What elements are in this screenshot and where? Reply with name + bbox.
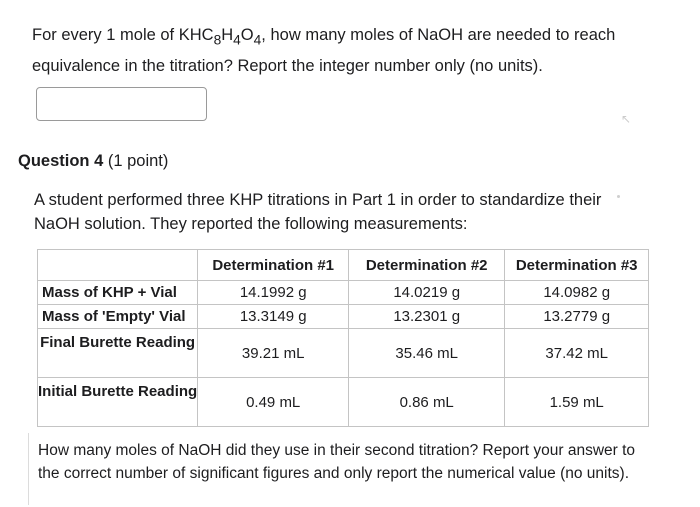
cell-mass-khp-vial-1: 14.1992 g [198, 281, 349, 305]
content-left-border [28, 433, 29, 505]
titration-data-table [37, 249, 649, 427]
cell-initial-burette-2: 0.86 mL [349, 378, 505, 427]
question-3-answer-input[interactable] [36, 87, 207, 121]
question-4-prompt: How many moles of NaOH did they use in their second titration? Report your answer to the correct number of significant figures and only report the numerical value (no units). [38, 442, 636, 482]
cell-initial-burette-1: 0.49 mL [198, 378, 349, 427]
table-row [38, 378, 649, 427]
cell-mass-empty-vial-3: 13.2779 g [505, 305, 649, 329]
row-label-mass-empty-vial: Mass of 'Empty' Vial [38, 305, 198, 329]
table-header-det2: Determination #2 [349, 250, 505, 281]
cell-final-burette-1: 39.21 mL [198, 329, 349, 378]
question-4-heading: Question 4 (1 point) [18, 152, 169, 170]
row-label-mass-khp-vial: Mass of KHP + Vial [38, 281, 198, 305]
question-4-points: (1 point) [107, 152, 169, 170]
cell-final-burette-3: 37.42 mL [505, 329, 649, 378]
cell-mass-khp-vial-2: 14.0219 g [349, 281, 505, 305]
row-label-initial-burette: Initial Burette Reading [38, 378, 198, 427]
cell-initial-burette-3: 1.59 mL [505, 378, 649, 427]
cell-mass-empty-vial-1: 13.3149 g [198, 305, 349, 329]
row-label-final-burette: Final Burette Reading [38, 329, 198, 378]
table-row [38, 305, 649, 329]
decorative-dot [617, 195, 620, 198]
table-header-det1: Determination #1 [198, 250, 349, 281]
cell-final-burette-2: 35.46 mL [349, 329, 505, 378]
mouse-cursor-icon: ↖ [621, 112, 632, 126]
cell-mass-empty-vial-2: 13.2301 g [349, 305, 505, 329]
table-header-blank [38, 250, 198, 281]
table-header-det3: Determination #3 [505, 250, 649, 281]
table-row [38, 281, 649, 305]
question-4-intro: A student performed three KHP titrations in Part 1 in order to standardize their NaOH solution. They reported the following measurements: [34, 191, 602, 233]
question-3-prompt: For every 1 mole of $KHC_8H_4O_4$, how many moles of NaOH are needed to reach equivalence in the titration? Report the integer number only (no units). [32, 26, 616, 76]
cell-mass-khp-vial-3: 14.0982 g [505, 281, 649, 305]
table-row [38, 329, 649, 378]
